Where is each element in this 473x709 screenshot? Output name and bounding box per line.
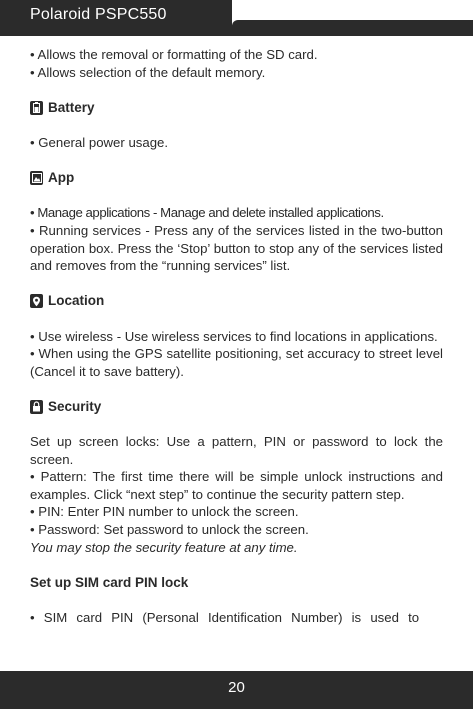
page-number: 20 (228, 679, 245, 696)
app-heading (30, 169, 443, 187)
app-heading-text: App (48, 170, 75, 186)
page-footer (0, 671, 473, 709)
battery-icon (30, 101, 43, 115)
security-line: • Password: Set password to unlock the screen. (30, 522, 309, 538)
intro-line: • Allows the removal or formatting of the SD card. (30, 47, 318, 62)
battery-heading-text: Battery (48, 99, 95, 115)
battery-line: • General power usage. (30, 134, 169, 150)
sim-heading (30, 574, 443, 592)
intro-line: • Allows selection of the default memory. (30, 64, 266, 80)
app-line: • Running services - Press any of the services listed in the two-button operation box. Press the ‘Stop’ button to stop any of the services listed and removes from the “running services” list. (30, 222, 443, 274)
location-heading (30, 292, 443, 310)
header-bar-right (232, 20, 473, 36)
location-heading-text: Location (48, 293, 105, 309)
app-line: • Manage applications - Manage and delete installed applications. (30, 205, 384, 221)
security-line: • PIN: Enter PIN number to unlock the screen. (30, 504, 299, 520)
page-content (30, 46, 443, 627)
location-line: • Use wireless - Use wireless services to find locations in applications. (30, 328, 438, 344)
location-pin-icon (30, 294, 43, 308)
document-title: Polaroid PSPC550 (30, 6, 167, 23)
sim-heading-text: Set up SIM card PIN lock (30, 574, 189, 590)
security-note: You may stop the security feature at any time. (30, 539, 298, 555)
battery-heading (30, 99, 443, 117)
security-line: • Pattern: The first time there will be simple unlock instructions and examples. Click “next step” to continue the security pattern step. (30, 469, 443, 502)
security-line: Set up screen locks: Use a pattern, PIN or password to lock the screen. (30, 434, 443, 467)
app-icon (30, 171, 43, 185)
location-line: • When using the GPS satellite positioning, set accuracy to street level (Cancel it to save battery). (30, 346, 443, 379)
security-heading (30, 398, 443, 416)
sim-line: • SIM card PIN (Personal Identification Number) is used to (30, 610, 420, 625)
lock-icon (30, 400, 43, 414)
page-header (0, 0, 473, 36)
security-heading-text: Security (48, 398, 102, 414)
